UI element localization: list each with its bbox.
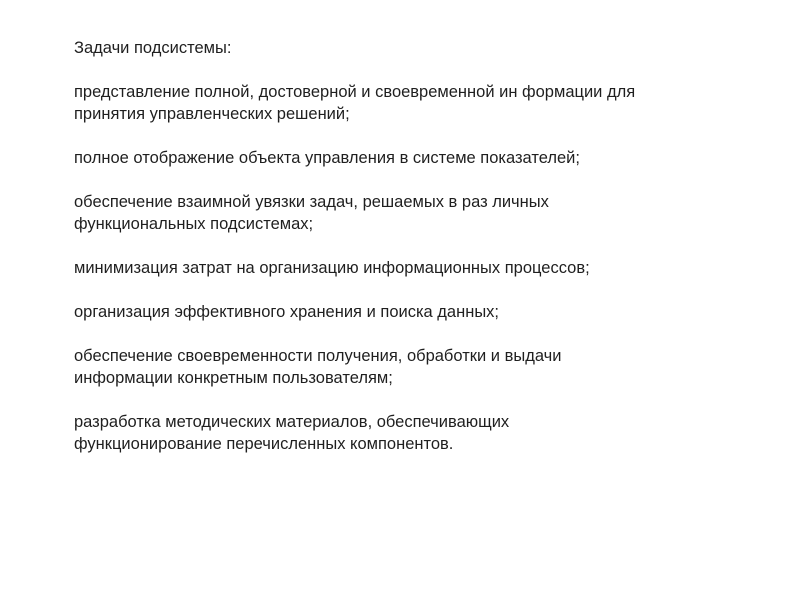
task-item-6: обеспечение своевременности получения, обработки и выдачи информации конкретным пользователям; <box>74 347 562 387</box>
task-item-5: организация эффективного хранения и поиска данных; <box>74 303 500 321</box>
task-item-4: минимизация затрат на организацию информационных процессов; <box>74 259 590 277</box>
document-heading: Задачи подсистемы: <box>74 39 232 57</box>
task-item-2: полное отображение объекта управления в системе показателей; <box>74 149 580 167</box>
task-item-1: представление полной, достоверной и своевременной ин формации для принятия управленческих решений; <box>74 83 636 123</box>
task-item-7: разработка методических материалов, обеспечивающих функционирование перечисленных компонентов. <box>74 413 510 453</box>
task-item-3: обеспечение взаимной увязки задач, решаемых в раз личных функциональных подсистемах; <box>74 193 549 233</box>
document-content <box>74 37 764 477</box>
